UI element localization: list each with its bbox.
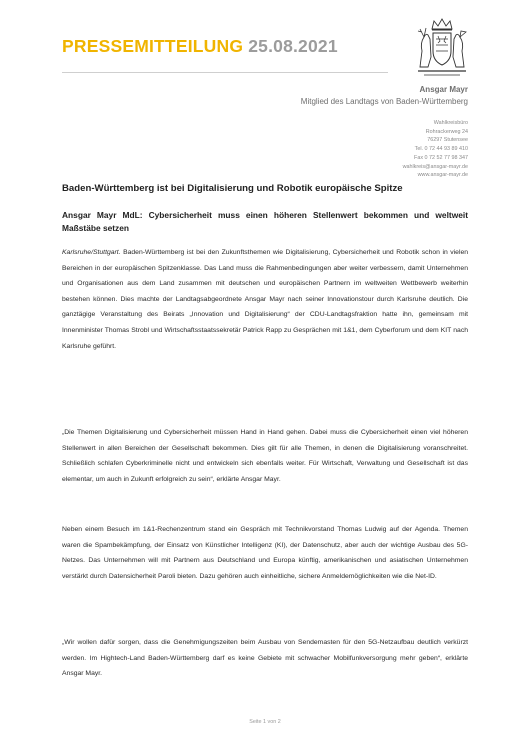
page-number: Seite 1 von 2 — [249, 719, 281, 725]
headline: Baden-Württemberg ist bei Digitalisierung und Robotik europäische Spitze — [62, 183, 403, 194]
paragraph-3: Neben einem Besuch im 1&1-Rechenzentrum stand ein Gespräch mit Technikvorstand Thomas Ludwig auf der Agenda. Themen waren die Spambekämpfung, der Einsatz von Künstlicher Intelligenz (KI), der Datenschutz, aber auch der wichtige Ausbau des 5G-Netzes. Das Unternehmen will mit Partnern aus Deutschland und Europa künftig, amerikanischen und asiatischen Unternehmen verstärkt durch Datensicherheit Paroli bieten. Dazu gehören auch einheitliche, sichere Anmeldemöglichkeiten wie die Net-ID. — [62, 526, 468, 580]
office-label: Wahlkreisbüro — [433, 120, 468, 126]
office-fax: Fax 0 72 52 77 98 347 — [414, 154, 468, 161]
page-title — [62, 36, 338, 57]
title-date: 25.08.2021 — [248, 36, 338, 56]
coat-of-arms-icon — [414, 17, 470, 79]
office-email: wahlkreis@ansgar-mayr.de — [402, 163, 468, 170]
office-web: www.ansgar-mayr.de — [417, 172, 468, 179]
author-role: Mitglied des Landtags von Baden-Württemberg — [300, 97, 468, 106]
office-address — [403, 119, 468, 180]
office-city: 76297 Stutensee — [427, 137, 468, 144]
office-street: Rohrackerweg 24 — [425, 128, 468, 135]
paragraph-2: „Die Themen Digitalisierung und Cybersicherheit müssen Hand in Hand gehen. Dabei muss die Cybersicherheit einen viel höheren Stellenwert in allen Bereichen der Gesellschaft bekommen. Dies gilt für alle Themen, in denen die Digitalisierung voranschreitet. Schließlich schlafen Cyberkriminelle nicht und entwickeln sich ebenfalls weiter. Für Wirtschaft, Verwaltung und Gesellschaft ist das elementar, um auch in Zukunft erfolgreich zu sein“, erklärte Ansgar Mayr. — [62, 429, 468, 483]
dateline: Karlsruhe/Stuttgart. — [62, 249, 121, 256]
subheadline: Ansgar Mayr MdL: Cybersicherheit muss einen höheren Stellenwert bekommen und weltweit Maßstäbe setzen — [62, 210, 468, 233]
paragraph-1-text: Baden-Württemberg ist bei den Zukunftsthemen wie Digitalisierung, Cybersicherheit und Robotik schon in vielen Bereichen in der europäischen Spitzenklasse. Das Land muss die Rahmenbedingungen aber weiter verbessern, damit Unternehmen und Organisationen aus dem Land zusammen mit deutschen und europäischen Partnern im weltweiten Wettbewerb weiterhin bestehen können. Dies machte der Landtagsabgeordnete Ansgar Mayr nach seiner Innovationstour durch Karlsruhe deutlich. Die ganztägige Veranstaltung des Beirats „Innovation und Digitalisierung“ der CDU-Landtagsfraktion hatte ihn, gemeinsam mit Innenminister Thomas Strobl und Wirtschaftsstaatssekretär Patrick Rapp zu Gesprächen mit 1&1, dem Cyberforum und dem KIT nach Karlsruhe geführt. — [62, 249, 469, 350]
title-divider — [62, 72, 388, 73]
author-block — [301, 85, 468, 106]
author-name: Ansgar Mayr — [419, 85, 468, 94]
paragraph-1 — [62, 245, 468, 354]
title-label: PRESSEMITTEILUNG — [62, 36, 244, 56]
office-phone: Tel. 0 72 44 93 89 410 — [414, 146, 468, 153]
paragraph-4: „Wir wollen dafür sorgen, dass die Genehmigungszeiten beim Ausbau von Sendemasten für den 5G-Netzaufbau deutlich verkürzt werden. Im Hightech-Land Baden-Württemberg darf es keine Gebiete mit schwacher Mobilfunkversorgung mehr geben“, erklärte Ansgar Mayr. — [62, 639, 468, 678]
